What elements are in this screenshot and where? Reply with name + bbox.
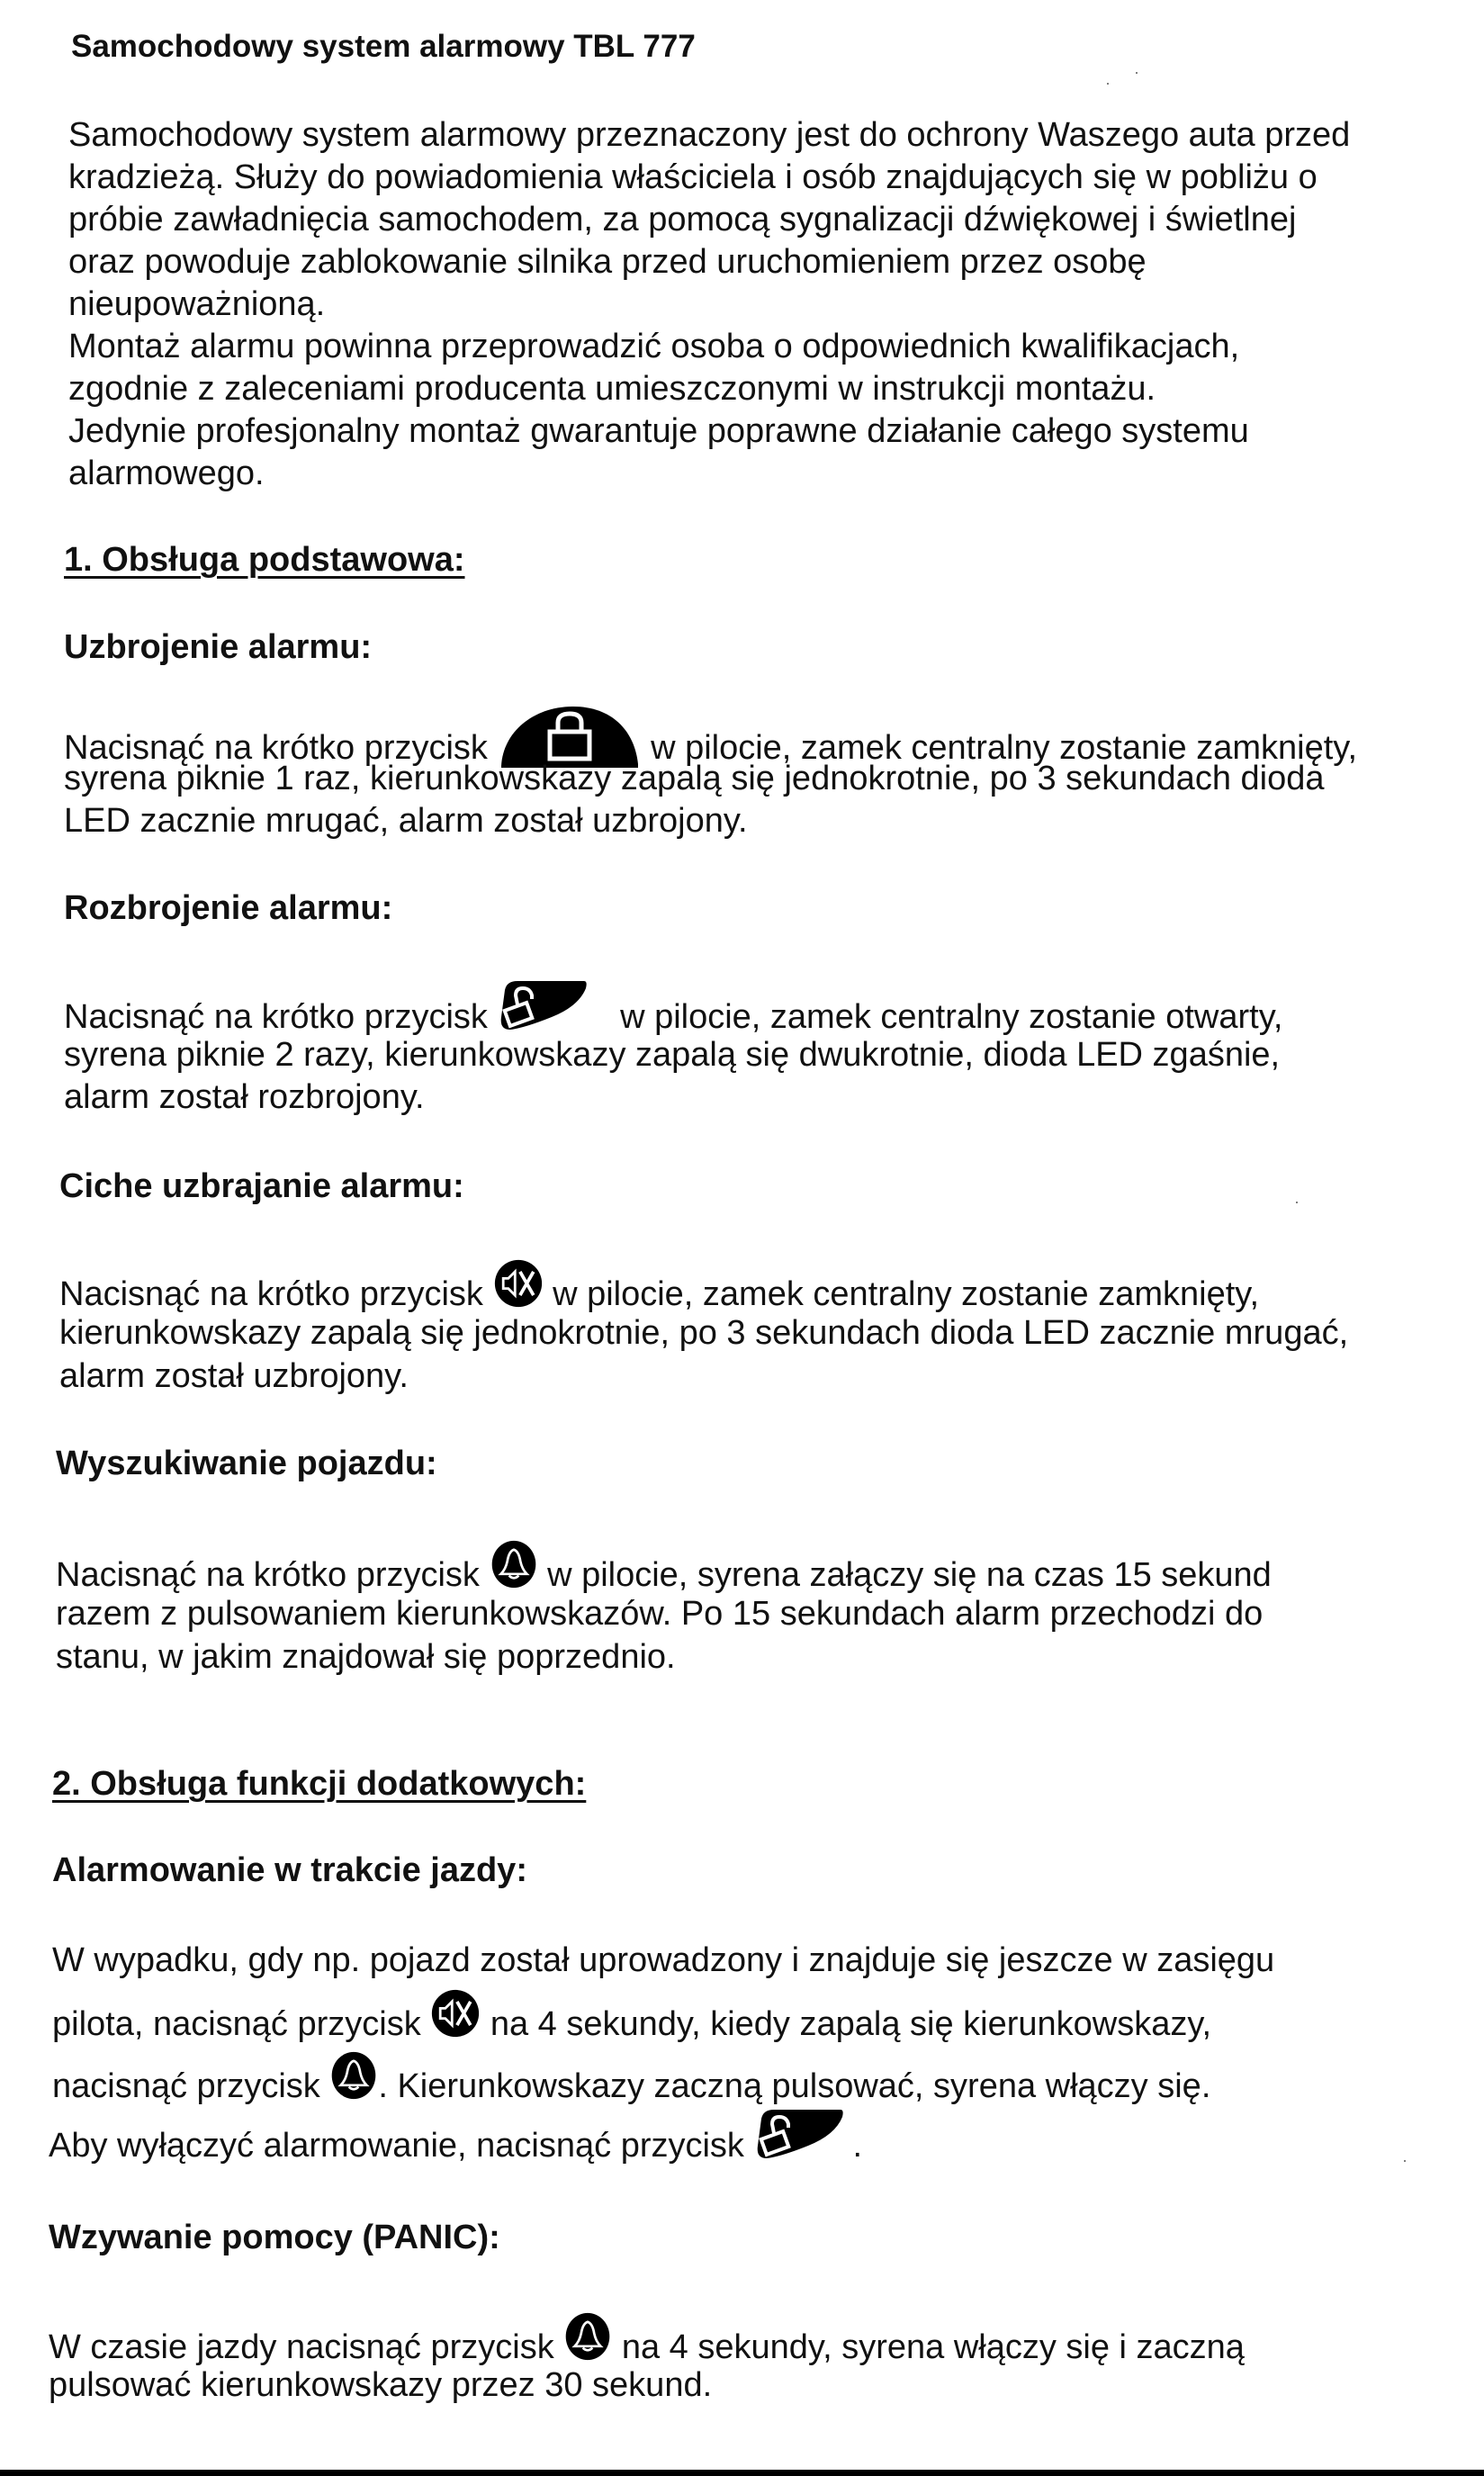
panic-line-1-text-after: na 4 sekundy, syrena włączy się i zaczną <box>621 2328 1245 2367</box>
mute-icon <box>493 1258 544 1309</box>
find-car-line-1-text-after: w pilocie, syrena załączy się na czas 15 sekund <box>547 1556 1272 1595</box>
lock-open-icon <box>498 977 588 1031</box>
find-car-line-2: razem z pulsowaniem kierunkowskazów. Po 15 sekundach alarm przechodzi do <box>56 1595 1264 1633</box>
find-car-line-1-text: Nacisnąć na krótko przycisk <box>56 1556 480 1595</box>
intro-line: alarmowego. <box>68 455 265 492</box>
arm-line-1-text-after: w pilocie, zamek centralny zostanie zamknięty, <box>651 729 1358 768</box>
driving-alarm-line-3 <box>52 2062 1210 2114</box>
intro-line: próbie zawładnięcia samochodem, za pomocą sygnalizacji dźwiękowej i świetlnej <box>68 201 1297 239</box>
disarm-line-2: syrena piknie 2 razy, kierunkowskazy zapalą się dwukrotnie, dioda LED zgaśnie, <box>64 1036 1281 1074</box>
driving-alarm-line-4-text-after: . <box>852 2127 863 2165</box>
find-car-heading: Wyszukiwanie pojazdu: <box>56 1445 437 1482</box>
silent-arm-line-3: alarm został uzbrojony. <box>59 1357 409 1395</box>
bell-icon <box>563 2310 612 2363</box>
arm-line-3: LED zacznie mrugać, alarm został uzbrojony. <box>64 802 748 840</box>
driving-alarm-line-2 <box>52 2001 1211 2051</box>
driving-alarm-line-4-text: Aby wyłączyć alarmowanie, nacisnąć przycisk <box>49 2127 744 2165</box>
panic-heading: Wzywanie pomocy (PANIC): <box>49 2219 500 2256</box>
arm-line-2: syrena piknie 1 raz, kierunkowskazy zapalą się jednokrotnie, po 3 sekundach dioda <box>64 760 1325 797</box>
intro-line: nieupoważnioną. <box>68 285 326 323</box>
scan-speck <box>1107 83 1109 85</box>
scan-speck <box>1404 2160 1406 2162</box>
lock-open-icon <box>754 2106 844 2160</box>
driving-alarm-line-4 <box>49 2120 862 2174</box>
arm-line-1-text: Nacisnąć na krótko przycisk <box>64 729 488 768</box>
driving-alarm-line-3-text-after: . Kierunkowskazy zaczną pulsować, syrena włączy się. <box>378 2067 1211 2106</box>
disarm-line-1-text: Nacisnąć na krótko przycisk <box>64 998 488 1037</box>
mute-icon <box>430 1988 481 2039</box>
driving-alarm-heading: Alarmowanie w trakcie jazdy: <box>52 1851 527 1889</box>
section-1-heading: 1. Obsługa podstawowa: <box>64 541 465 579</box>
intro-line: oraz powoduje zablokowanie silnika przed uruchomieniem przez osobę <box>68 243 1147 281</box>
driving-alarm-line-2-text: pilota, nacisnąć przycisk <box>52 2005 421 2044</box>
section-2-heading: 2. Obsługa funkcji dodatkowych: <box>52 1765 587 1803</box>
arm-heading: Uzbrojenie alarmu: <box>64 628 373 666</box>
scan-speck <box>1296 1202 1298 1203</box>
intro-line: zgodnie z zaleceniami producenta umieszczonymi w instrukcji montażu. <box>68 370 1156 408</box>
silent-arm-line-2: kierunkowskazy zapalą się jednokrotnie, po 3 sekundach dioda LED zacznie mrugać, <box>59 1314 1349 1352</box>
silent-arm-heading: Ciche uzbrajanie alarmu: <box>59 1167 464 1205</box>
disarm-heading: Rozbrojenie alarmu: <box>64 889 393 927</box>
bell-icon <box>490 1538 538 1590</box>
driving-alarm-line-3-text: nacisnąć przycisk <box>52 2067 320 2106</box>
scan-speck <box>1136 72 1138 74</box>
intro-line: kradzieżą. Służy do powiadomienia właściciela i osób znajdujących się w pobliżu o <box>68 158 1318 196</box>
disarm-line-3: alarm został rozbrojony. <box>64 1078 425 1116</box>
document-title: Samochodowy system alarmowy TBL 777 <box>71 29 696 64</box>
driving-alarm-line-1: W wypadku, gdy np. pojazd został uprowadzony i znajduje się jeszcze w zasięgu <box>52 1941 1275 1979</box>
bell-icon <box>329 2049 378 2102</box>
intro-line: Samochodowy system alarmowy przeznaczony jest do ochrony Waszego auta przed <box>68 116 1351 154</box>
panic-line-1-text: W czasie jazdy nacisnąć przycisk <box>49 2328 554 2367</box>
find-car-line-3: stanu, w jakim znajdował się poprzednio. <box>56 1638 676 1676</box>
silent-arm-line-1-text: Nacisnąć na krótko przycisk <box>59 1275 483 1314</box>
scan-bottom-edge <box>0 2470 1484 2476</box>
driving-alarm-line-2-text-after: na 4 sekundy, kiedy zapalą się kierunkowskazy, <box>490 2005 1212 2044</box>
panic-line-2: pulsować kierunkowskazy przez 30 sekund. <box>49 2366 713 2404</box>
intro-line: Montaż alarmu powinna przeprowadzić osoba o odpowiednich kwalifikacjach, <box>68 328 1240 365</box>
silent-arm-line-1-text-after: w pilocie, zamek centralny zostanie zamknięty, <box>553 1275 1260 1314</box>
intro-line: Jedynie profesjonalny montaż gwarantuje poprawne działanie całego systemu <box>68 412 1249 450</box>
disarm-line-1-text-after: w pilocie, zamek centralny zostanie otwarty, <box>620 998 1283 1037</box>
